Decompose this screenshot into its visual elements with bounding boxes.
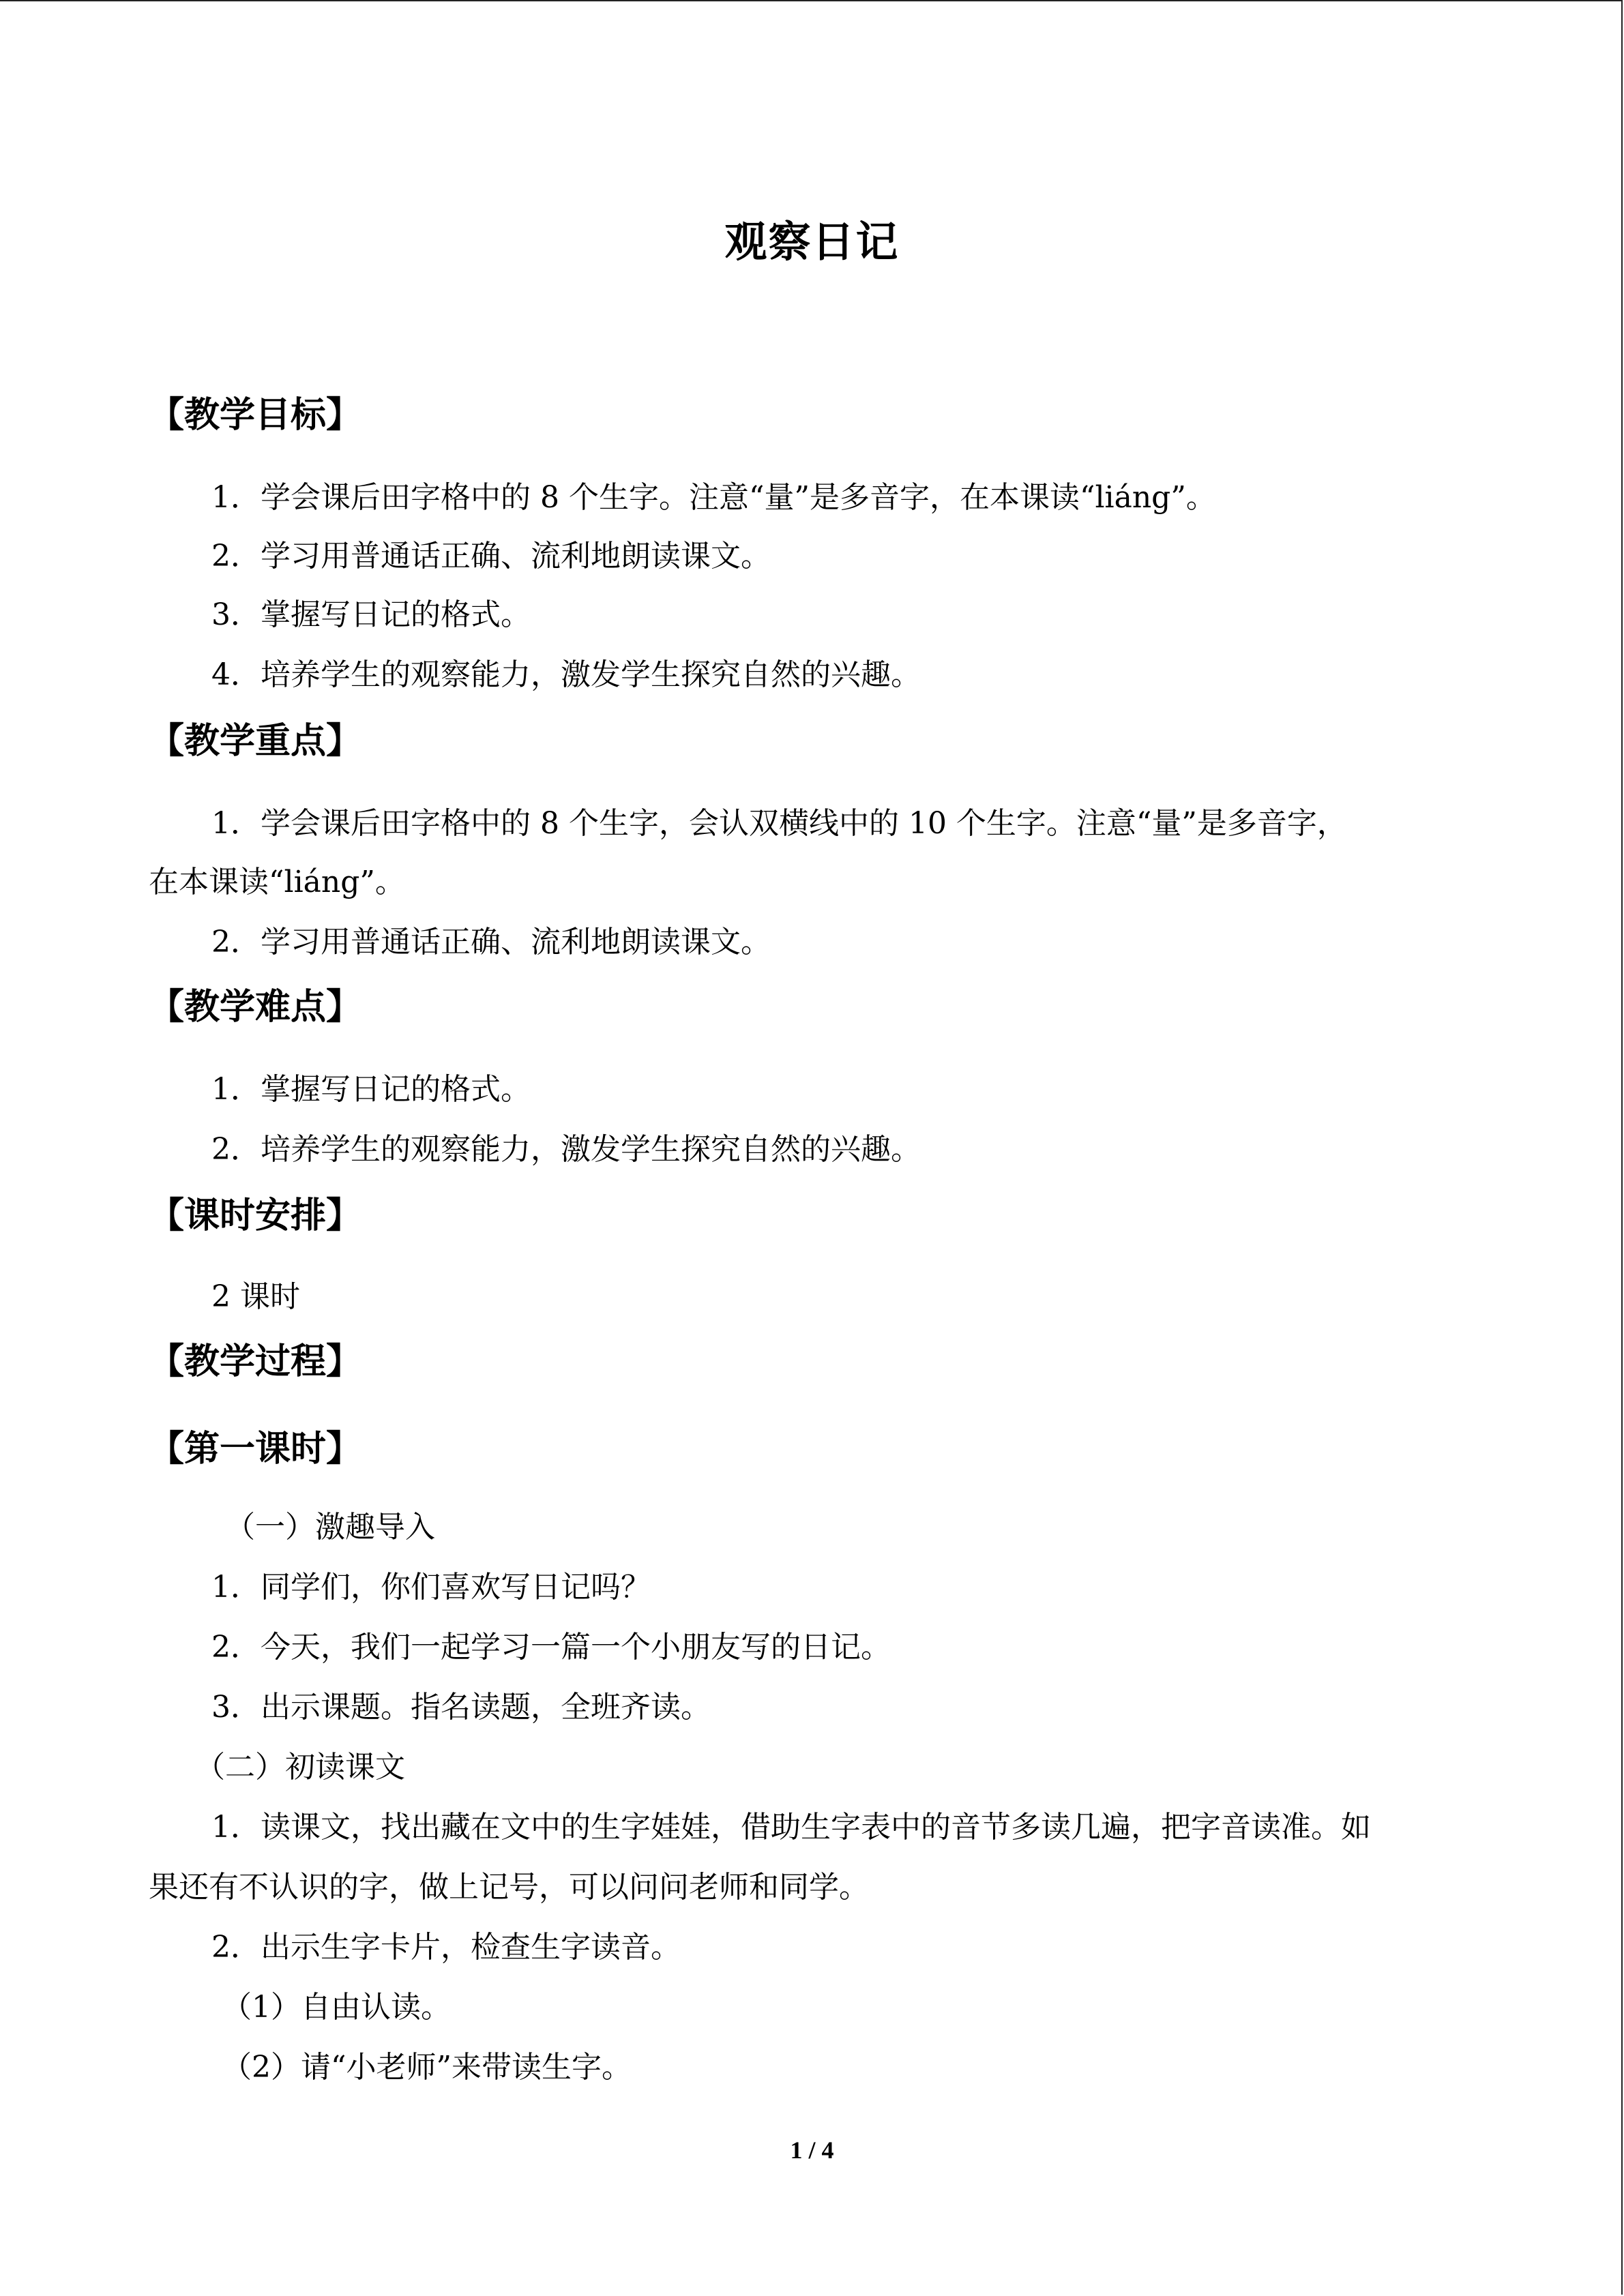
schedule-text: 2 课时 [211, 1279, 300, 1314]
part-2-sub-item-1: （1）自由认读。 [222, 1990, 451, 2025]
part-2-item-1-line-2: 果还有不认识的字，做上记号，可以问问老师和同学。 [149, 1870, 869, 1905]
heading-difficulties: 【教学难点】 [149, 987, 362, 1028]
heading-schedule: 【课时安排】 [149, 1195, 362, 1236]
part-2-item-1-line-1: 1．读课文，找出藏在文中的生字娃娃，借助生字表中的音节多读几遍，把字音读准。如 [211, 1810, 1371, 1845]
difficulty-item-2: 2．培养学生的观察能力，激发学生探究自然的兴趣。 [211, 1132, 921, 1167]
part-2-title: （二）初读课文 [195, 1750, 405, 1785]
key-point-1-line-2: 在本课读“liáng”。 [149, 865, 405, 899]
goal-item-3: 3．掌握写日记的格式。 [211, 597, 531, 632]
part-2-item-2: 2．出示生字卡片，检查生字读音。 [211, 1930, 681, 1965]
key-point-2: 2．学习用普通话正确、流利地朗读课文。 [211, 925, 771, 959]
heading-key-points: 【教学重点】 [149, 721, 362, 762]
goal-item-1: 1．学会课后田字格中的 8 个生字。注意“量”是多音字，在本课读“liáng”。 [211, 480, 1216, 515]
key-point-1-line-1: 1．学会课后田字格中的 8 个生字，会认双横线中的 10 个生字。注意“量”是多音字， [211, 806, 1347, 841]
part-1-item-2: 2．今天，我们一起学习一篇一个小朋友写的日记。 [211, 1630, 891, 1665]
part-2-sub-item-2: （2）请“小老师”来带读生字。 [222, 2050, 632, 2085]
heading-teaching-process: 【教学过程】 [149, 1341, 362, 1382]
page-number: 1 / 4 [790, 2136, 834, 2164]
goal-item-2: 2．学习用普通话正确、流利地朗读课文。 [211, 539, 771, 573]
heading-teaching-goals: 【教学目标】 [149, 395, 362, 436]
part-1-item-1: 1．同学们，你们喜欢写日记吗？ [211, 1570, 651, 1605]
goal-item-4: 4．培养学生的观察能力，激发学生探究自然的兴趣。 [211, 657, 921, 692]
difficulty-item-1: 1．掌握写日记的格式。 [211, 1072, 531, 1107]
heading-first-lesson: 【第一课时】 [149, 1429, 362, 1470]
document-title: 观察日记 [724, 217, 900, 267]
part-1-item-3: 3．出示课题。指名读题，全班齐读。 [211, 1690, 711, 1725]
part-1-title: （一）激趣导入 [225, 1510, 435, 1545]
